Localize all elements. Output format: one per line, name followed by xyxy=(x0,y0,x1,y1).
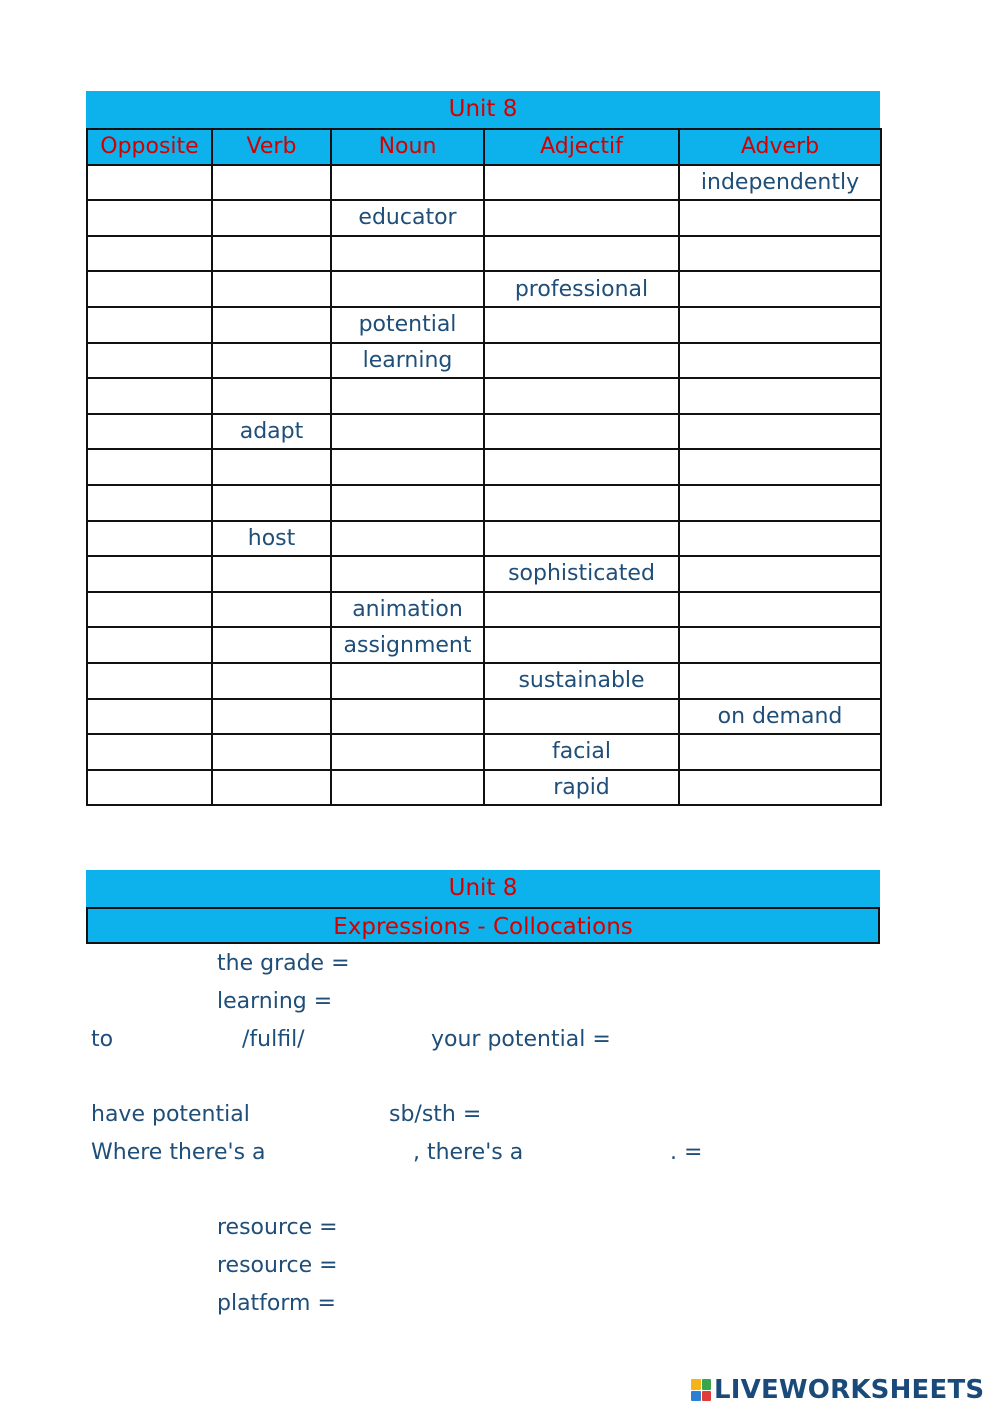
cell-verb[interactable] xyxy=(212,627,331,663)
cell-noun[interactable] xyxy=(331,770,484,806)
cell-opposite[interactable] xyxy=(87,378,212,414)
table-row xyxy=(87,627,881,663)
expression-platform: platform = xyxy=(217,1291,336,1316)
cell-adjective[interactable] xyxy=(484,200,679,236)
cell-adjective[interactable] xyxy=(484,627,679,663)
cell-adverb[interactable] xyxy=(679,627,881,663)
cell-noun[interactable] xyxy=(331,699,484,735)
liveworksheets-logo xyxy=(691,1374,984,1406)
table-row xyxy=(87,770,881,806)
expression-to: to xyxy=(91,1027,114,1052)
cell-opposite[interactable] xyxy=(87,699,212,735)
cell-opposite[interactable] xyxy=(87,521,212,557)
cell-verb[interactable] xyxy=(212,236,331,272)
cell-verb[interactable] xyxy=(212,165,331,201)
cell-noun[interactable] xyxy=(331,236,484,272)
cell-adjective[interactable] xyxy=(484,165,679,201)
cell-verb[interactable] xyxy=(212,770,331,806)
expression-resource-2: resource = xyxy=(217,1253,338,1278)
cell-verb[interactable] xyxy=(212,271,331,307)
table-row xyxy=(87,521,881,557)
cell-opposite[interactable] xyxy=(87,236,212,272)
table-row xyxy=(87,734,881,770)
cell-opposite[interactable] xyxy=(87,734,212,770)
cell-opposite[interactable] xyxy=(87,485,212,521)
cell-opposite[interactable] xyxy=(87,271,212,307)
cell-verb: host xyxy=(212,521,331,557)
table-row xyxy=(87,663,881,699)
table-header-row xyxy=(87,129,881,165)
cell-noun[interactable] xyxy=(331,521,484,557)
table-row xyxy=(87,271,881,307)
table-row xyxy=(87,449,881,485)
cell-noun: learning xyxy=(331,343,484,379)
cell-verb: adapt xyxy=(212,414,331,450)
expressions-subtitle: Expressions - Collocations xyxy=(86,907,880,944)
expression-your-potential: your potential = xyxy=(431,1027,611,1052)
cell-noun[interactable] xyxy=(331,271,484,307)
column-header-adverb: Adverb xyxy=(679,129,881,165)
cell-noun[interactable] xyxy=(331,414,484,450)
cell-verb[interactable] xyxy=(212,343,331,379)
table-row xyxy=(87,200,881,236)
cell-opposite[interactable] xyxy=(87,307,212,343)
cell-opposite[interactable] xyxy=(87,663,212,699)
liveworksheets-mark-icon xyxy=(691,1379,711,1401)
cell-opposite[interactable] xyxy=(87,449,212,485)
cell-noun[interactable] xyxy=(331,378,484,414)
cell-verb[interactable] xyxy=(212,485,331,521)
cell-adverb[interactable] xyxy=(679,449,881,485)
expression-fulfil: /fulfil/ xyxy=(242,1027,305,1052)
cell-verb[interactable] xyxy=(212,734,331,770)
cell-opposite[interactable] xyxy=(87,414,212,450)
cell-adverb[interactable] xyxy=(679,378,881,414)
cell-verb[interactable] xyxy=(212,200,331,236)
expressions-title: Unit 8 xyxy=(86,870,880,907)
cell-adjective: sophisticated xyxy=(484,556,679,592)
cell-adverb[interactable] xyxy=(679,770,881,806)
table-row xyxy=(87,165,881,201)
cell-noun: assignment xyxy=(331,627,484,663)
cell-adjective[interactable] xyxy=(484,592,679,628)
cell-adverb[interactable] xyxy=(679,734,881,770)
cell-adjective: professional xyxy=(484,271,679,307)
cell-adverb[interactable] xyxy=(679,343,881,379)
cell-noun[interactable] xyxy=(331,165,484,201)
cell-adverb[interactable] xyxy=(679,271,881,307)
expression-where: Where there's a xyxy=(91,1140,266,1165)
cell-verb[interactable] xyxy=(212,449,331,485)
cell-opposite[interactable] xyxy=(87,165,212,201)
cell-noun[interactable] xyxy=(331,734,484,770)
column-header-adjective: Adjectif xyxy=(484,129,679,165)
cell-adverb[interactable] xyxy=(679,200,881,236)
table-row xyxy=(87,592,881,628)
column-header-noun: Noun xyxy=(331,129,484,165)
cell-verb[interactable] xyxy=(212,699,331,735)
cell-adjective[interactable] xyxy=(484,485,679,521)
expression-learning: learning = xyxy=(217,989,333,1014)
cell-noun: animation xyxy=(331,592,484,628)
cell-adverb: independently xyxy=(679,165,881,201)
cell-adjective[interactable] xyxy=(484,343,679,379)
cell-adjective[interactable] xyxy=(484,236,679,272)
cell-adjective: sustainable xyxy=(484,663,679,699)
cell-adjective: facial xyxy=(484,734,679,770)
expression-have-potential: have potential xyxy=(91,1102,250,1127)
cell-noun[interactable] xyxy=(331,485,484,521)
liveworksheets-logo-text: LIVEWORKSHEETS xyxy=(714,1375,985,1405)
cell-adverb[interactable] xyxy=(679,521,881,557)
cell-verb[interactable] xyxy=(212,663,331,699)
wordform-table xyxy=(86,128,882,806)
cell-opposite[interactable] xyxy=(87,343,212,379)
cell-adverb[interactable] xyxy=(679,307,881,343)
cell-adjective: rapid xyxy=(484,770,679,806)
cell-noun: potential xyxy=(331,307,484,343)
cell-adjective[interactable] xyxy=(484,699,679,735)
table-row xyxy=(87,307,881,343)
cell-adjective[interactable] xyxy=(484,449,679,485)
expression-dot: . = xyxy=(670,1140,703,1165)
column-header-verb: Verb xyxy=(212,129,331,165)
cell-adjective[interactable] xyxy=(484,378,679,414)
cell-opposite[interactable] xyxy=(87,556,212,592)
table-row xyxy=(87,414,881,450)
cell-verb[interactable] xyxy=(212,556,331,592)
expression-sbsth: sb/sth = xyxy=(389,1102,482,1127)
table-row xyxy=(87,699,881,735)
cell-opposite[interactable] xyxy=(87,200,212,236)
cell-verb[interactable] xyxy=(212,592,331,628)
cell-adverb[interactable] xyxy=(679,663,881,699)
cell-noun[interactable] xyxy=(331,663,484,699)
cell-opposite[interactable] xyxy=(87,592,212,628)
table-row xyxy=(87,556,881,592)
cell-adverb: on demand xyxy=(679,699,881,735)
cell-adjective[interactable] xyxy=(484,521,679,557)
cell-adverb[interactable] xyxy=(679,414,881,450)
cell-adverb[interactable] xyxy=(679,236,881,272)
expression-resource-1: resource = xyxy=(217,1215,338,1240)
cell-opposite[interactable] xyxy=(87,770,212,806)
expression-grade: the grade = xyxy=(217,951,350,976)
cell-noun[interactable] xyxy=(331,556,484,592)
table-row xyxy=(87,378,881,414)
column-header-opposite: Opposite xyxy=(87,129,212,165)
table-row xyxy=(87,343,881,379)
table-row xyxy=(87,236,881,272)
expression-theres: , there's a xyxy=(413,1140,524,1165)
cell-noun: educator xyxy=(331,200,484,236)
cell-adverb[interactable] xyxy=(679,592,881,628)
cell-noun[interactable] xyxy=(331,449,484,485)
table-row xyxy=(87,485,881,521)
cell-verb[interactable] xyxy=(212,378,331,414)
cell-adverb[interactable] xyxy=(679,556,881,592)
wordform-title: Unit 8 xyxy=(86,91,880,128)
cell-adverb[interactable] xyxy=(679,485,881,521)
cell-adjective[interactable] xyxy=(484,414,679,450)
cell-opposite[interactable] xyxy=(87,627,212,663)
cell-verb[interactable] xyxy=(212,307,331,343)
cell-adjective[interactable] xyxy=(484,307,679,343)
